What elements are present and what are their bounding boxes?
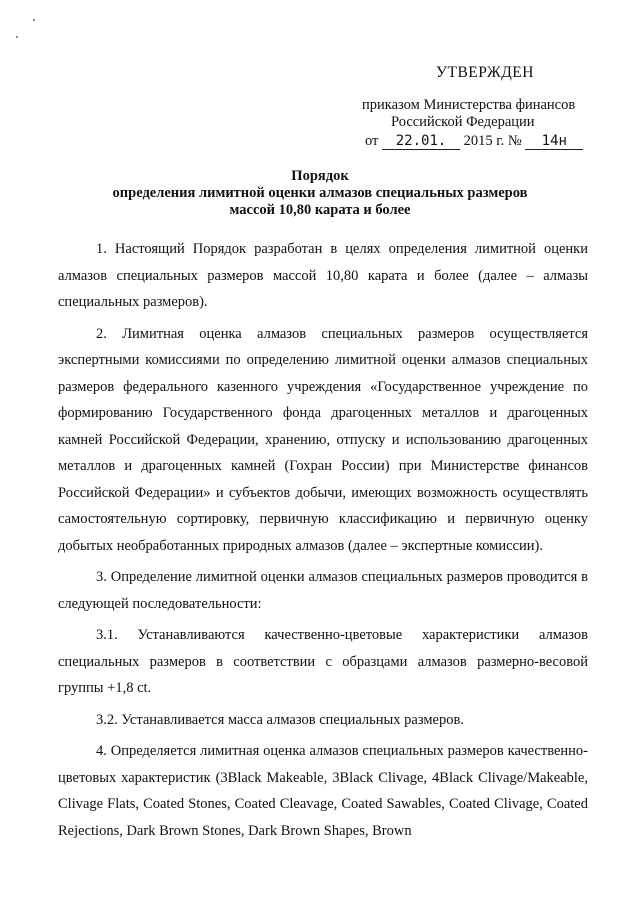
handwritten-date: 22.01. [382,134,460,150]
order-line-1: приказом Министерства финансов [362,97,576,113]
document-body [58,236,588,849]
paragraph-2: 2. Лимитная оценка алмазов специальных размеров осуществляется экспертными комиссиями по определению лимитной оценки алмазов специальных размеров федерального казенного учреждения «Государственное учреждение по формированию Государственного фонда драгоценных металлов и драгоценных камней Российской Федерации, хранению, отпуску и использованию драгоценных металлов и драгоценных камней (Гохран России) при Министерстве финансов Российской Федерации» и субъектов добычи, имеющих возможность осуществлять самостоятельную сортировку, первичную классификацию и первичную оценку добытых необработанных природных алмазов (далее – экспертные комиссии). [58,325,588,554]
paragraph-1: 1. Настоящий Порядок разработан в целях определения лимитной оценки алмазов специальных размеров массой 10,80 карата и более (далее – алмазы специальных размеров). [58,241,588,310]
order-line-2: Российской Федерации [391,114,535,130]
year-label: 2015 г. № [463,133,522,149]
paragraph-3: 3. Определение лимитной оценки алмазов специальных размеров проводится в следующей последовательности: [58,569,588,612]
title-line-1: Порядок [291,168,349,184]
scan-speck [33,19,35,21]
title-line-2: определения лимитной оценки алмазов специальных размеров [112,185,528,201]
paragraph-3-1: 3.1. Устанавливаются качественно-цветовые характеристики алмазов специальных размеров в соответствии с образцами алмазов размерно-весовой группы +1,8 ct. [58,627,588,696]
scan-speck [16,36,18,38]
paragraph-3-2: 3.2. Устанавливается масса алмазов специальных размеров. [96,711,464,728]
handwritten-number: 14н [525,134,583,150]
from-label: от [365,133,379,149]
paragraph-4: 4. Определяется лимитная оценка алмазов специальных размеров качественно-цветовых характеристик (3Black Makeable, 3Black Clivage, 4Black Clivage/Makeable, Clivage Flats, Coated Stones, Coated Cleavage, Coated Sawables, Coated Clivage, Coated Rejections, Dark Brown Stones, Dark Brown Shapes, Brown [58,743,588,839]
document-title [0,168,640,219]
order-date-line [365,133,583,150]
approved-heading: УТВЕРЖДЕН [436,64,534,81]
title-line-3: массой 10,80 карата и более [229,202,411,218]
